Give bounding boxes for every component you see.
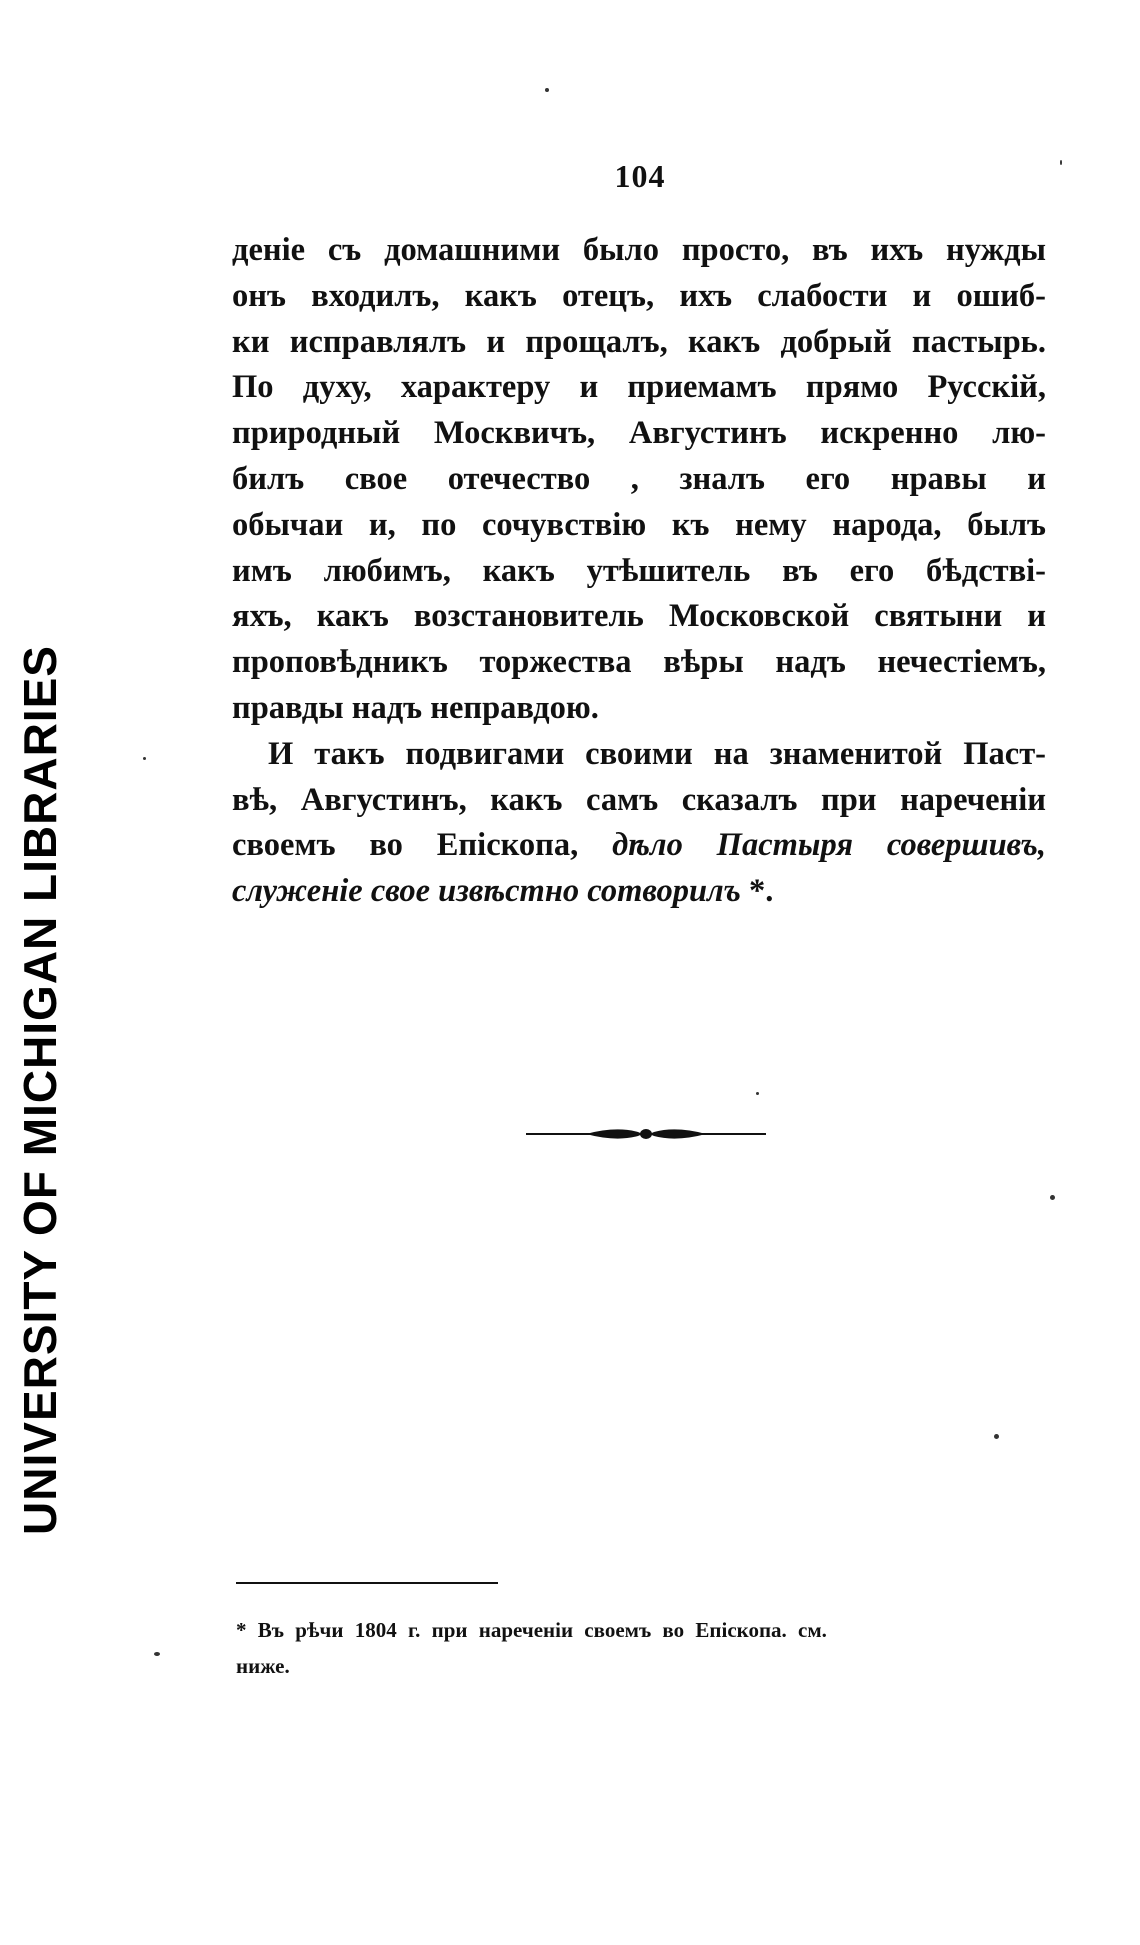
paragraph-2 [232, 732, 1046, 915]
text-line [232, 823, 1046, 869]
text-italic: дѣло Пастыря совершивъ, [612, 827, 1046, 864]
text-line: По духу, характеру и приемамъ прямо Русскій, [232, 369, 1046, 406]
scan-speck [994, 1434, 999, 1439]
text-line: имъ любимъ, какъ утѣшитель въ его бѣдстві- [232, 552, 1046, 589]
text-roman: своемъ во Епіскопа, [232, 827, 579, 864]
text-line: ки исправлялъ и прощалъ, какъ добрый пастырь. [232, 323, 1046, 360]
text-line: обычаи и, по сочувствію къ нему народа, былъ [232, 506, 1046, 543]
text-line: правды надъ неправдою. [232, 689, 599, 726]
text-italic: служеніе свое извѣстно сотворилъ [232, 873, 741, 910]
scan-speck [154, 1652, 160, 1656]
page-number: 104 [614, 158, 666, 194]
text-line: билъ свое отечество , зналъ его нравы и [232, 460, 1046, 497]
text-line: яхъ, какъ возстановитель Московской святыни и [232, 598, 1046, 635]
scan-speck [1060, 160, 1062, 165]
paragraph-1 [232, 228, 1046, 732]
text-line: проповѣдникъ торжества вѣры надъ нечестіемъ, [232, 644, 1046, 681]
scan-speck [1050, 1195, 1055, 1200]
footnote-line: ниже. [236, 1654, 290, 1678]
text-line: природный Москвичъ, Августинъ искренно лю- [232, 415, 1046, 452]
footnote-marker: *. [749, 873, 774, 910]
text-line: вѣ, Августинъ, какъ самъ сказалъ при нареченіи [232, 781, 1046, 818]
scan-speck [545, 88, 549, 92]
footnote [236, 1612, 1046, 1684]
text-line: И такъ подвигами своими на знаменитой Паст- [268, 735, 1046, 772]
text-line: деніе съ домашними было просто, въ ихъ нужды [232, 232, 1046, 268]
ornament-divider [526, 1120, 766, 1148]
main-text [232, 228, 1046, 915]
footnote-line: * Въ рѣчи 1804 г. при нареченіи своемъ во Епіскопа. см. [236, 1618, 827, 1642]
scan-speck [143, 757, 146, 760]
text-line: онъ входилъ, какъ отецъ, ихъ слабости и ошиб- [232, 277, 1046, 314]
text-line [232, 869, 1046, 915]
scan-speck [756, 1092, 759, 1095]
library-watermark: UNIVERSITY OF MICHIGAN LIBRARIES [14, 645, 66, 1535]
footnote-rule [236, 1582, 498, 1584]
